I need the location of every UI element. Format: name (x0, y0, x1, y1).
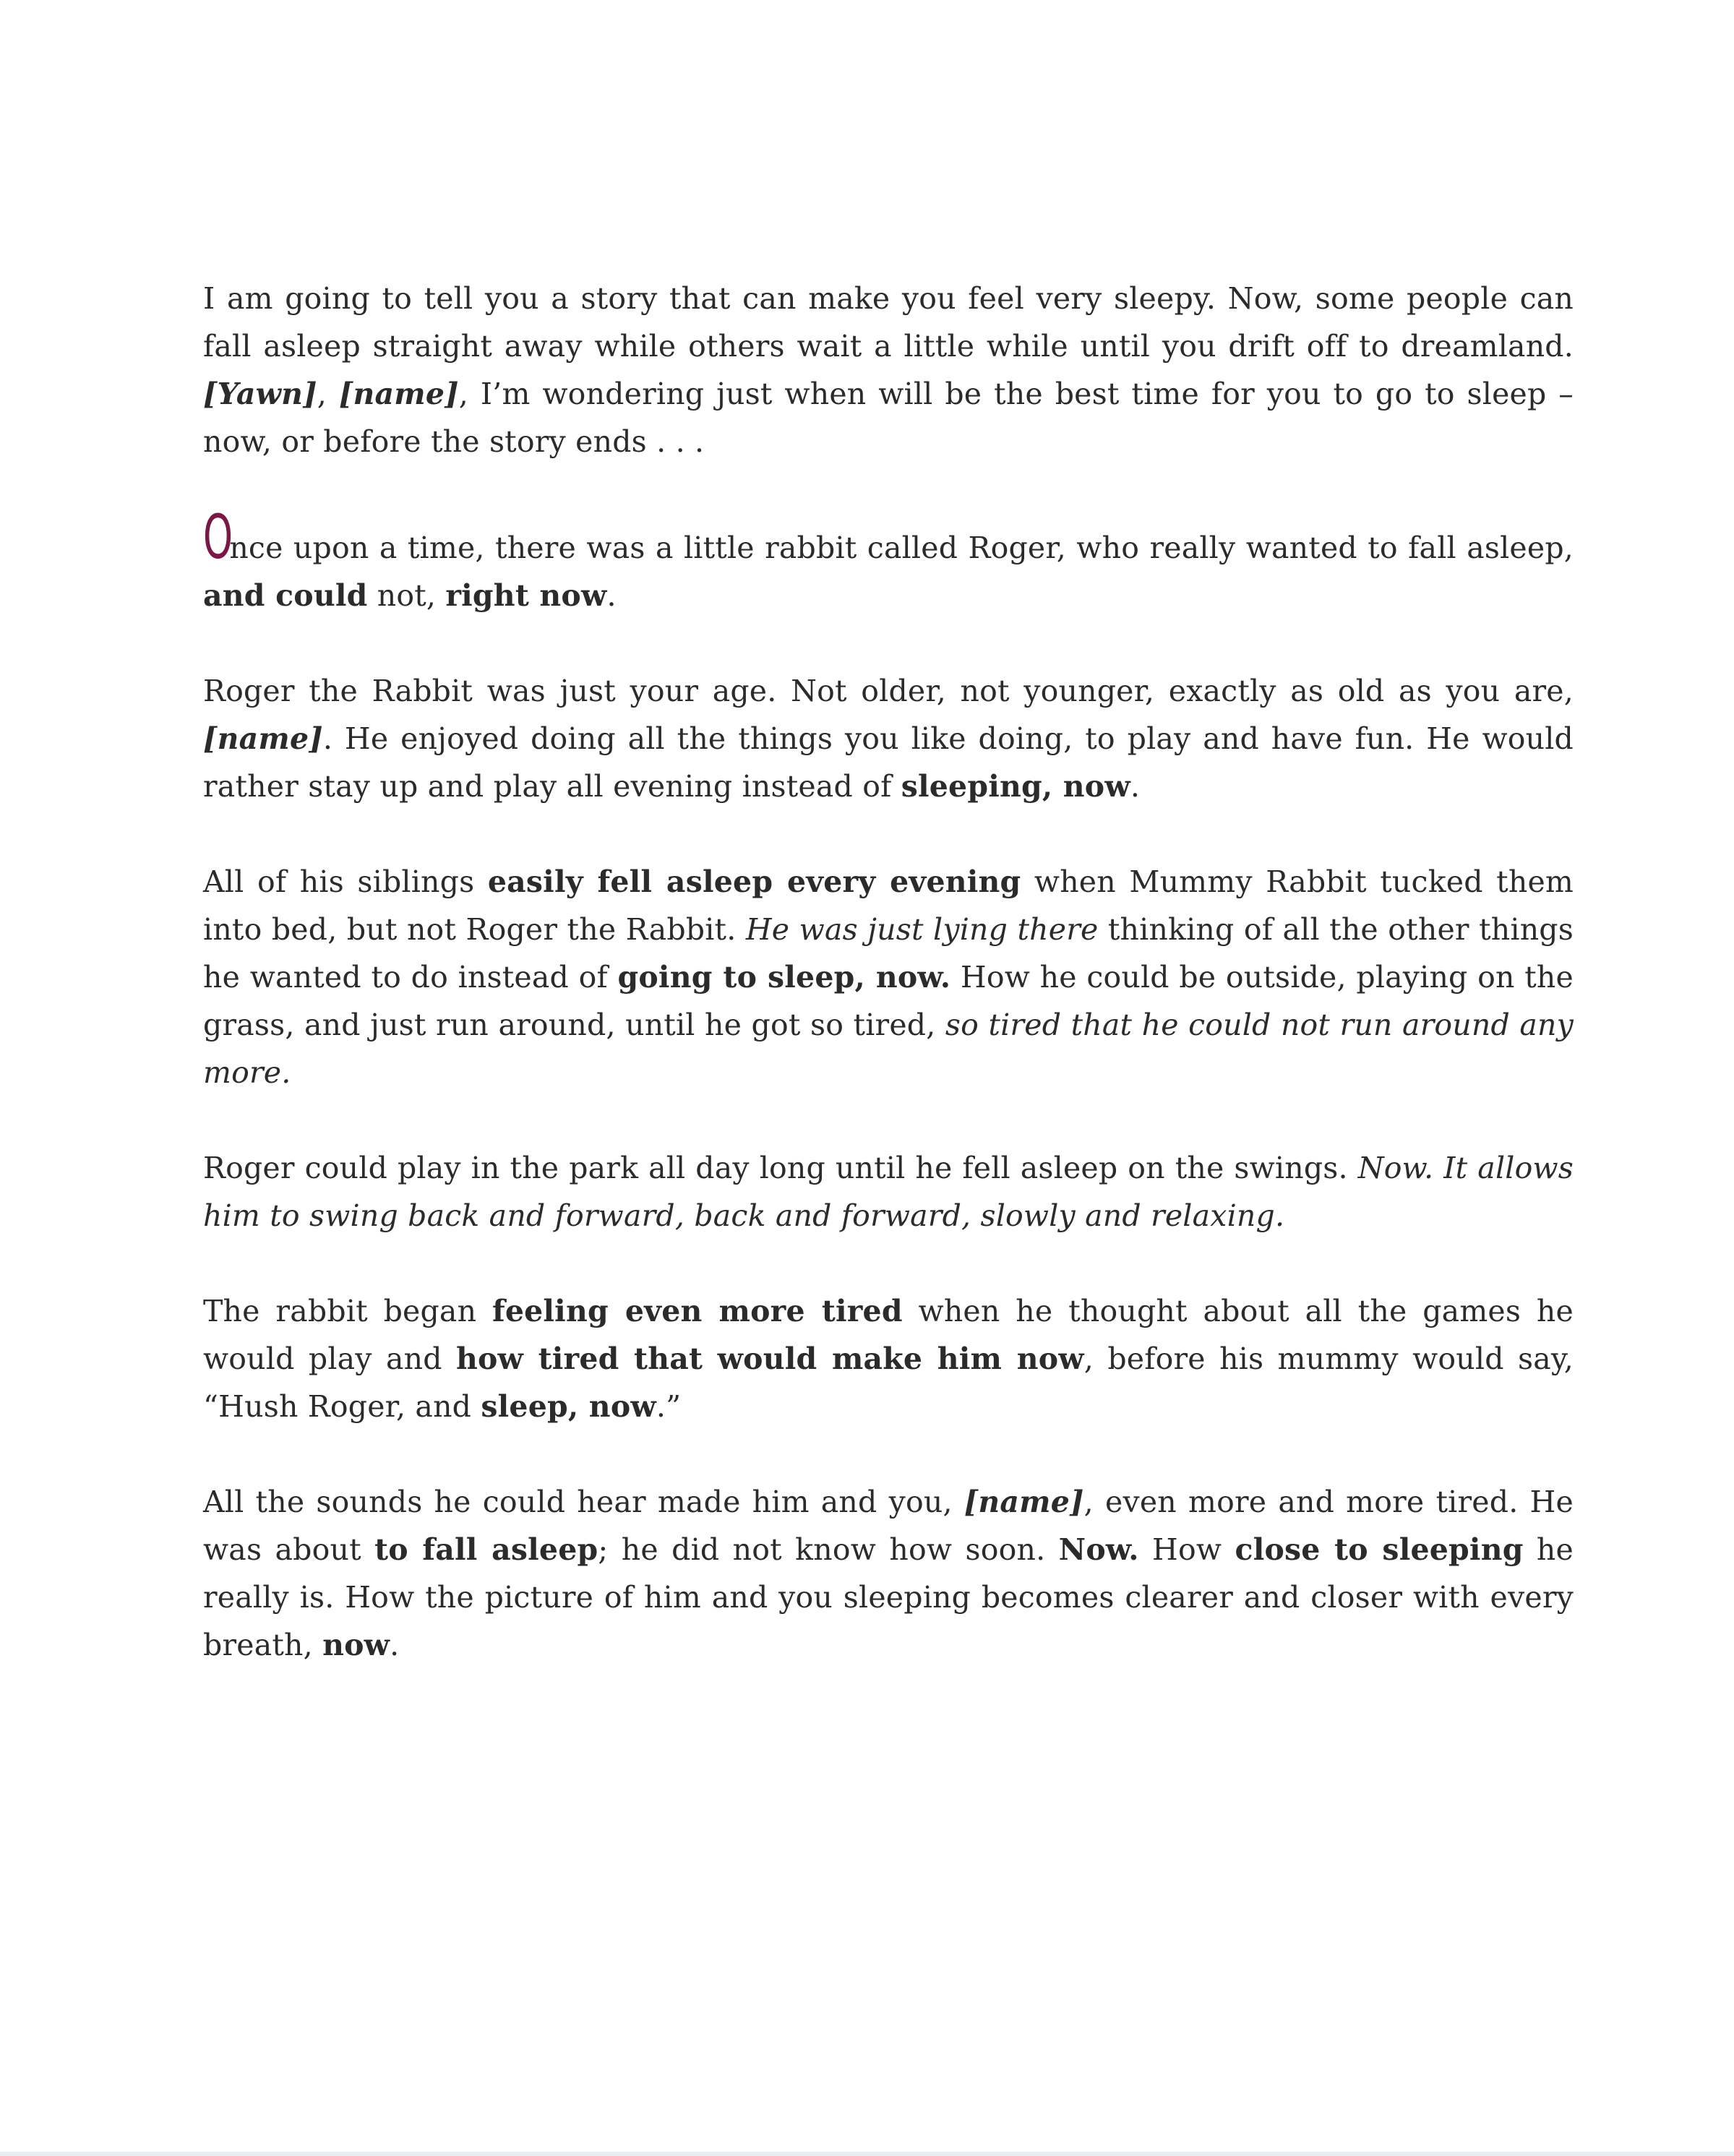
body-text: . (606, 578, 617, 613)
body-text: , before his mummy would say, “Hush Roger, and (203, 1341, 1574, 1424)
bold-italic-text: [name] (963, 1485, 1084, 1519)
bold-text: easily fell asleep every evening (487, 864, 1021, 899)
drop-cap-letter: O (203, 502, 233, 572)
page-bottom-edge (0, 2152, 1734, 2156)
bold-italic-text: [name] (338, 377, 459, 411)
story-paragraph-games (203, 1287, 1574, 1430)
bold-italic-text: [Yawn] (203, 377, 317, 411)
bold-text: how tired that would make him now (456, 1341, 1084, 1376)
bold-text: feeling even more tired (492, 1294, 903, 1328)
body-text: , even more and more tired. He was about (203, 1485, 1574, 1567)
body-text: , (317, 377, 339, 411)
body-text: Roger could play in the park all day long until he fell asleep on the swings. (203, 1151, 1358, 1185)
body-text: when Mummy Rabbit tucked them into bed, but not Roger the Rabbit. (203, 864, 1574, 947)
body-text: . (390, 1628, 400, 1662)
body-text: I am going to tell you a story that can make you feel very sleepy. Now, some people can fall asleep straight away while others wait a little while until you drift off to dreamland. (203, 281, 1574, 364)
bold-text: sleep, now (481, 1389, 656, 1424)
bold-text: right now (445, 578, 607, 613)
bold-text: and could (203, 578, 368, 613)
story-paragraph-siblings (203, 858, 1574, 1096)
body-text: How he could be outside, playing on the grass, and just run around, until he got so tired, (203, 960, 1574, 1042)
bold-text: close to sleeping (1235, 1532, 1524, 1567)
story-opening-paragraph (203, 502, 1574, 619)
body-text: Roger the Rabbit was just your age. Not older, not younger, exactly as old as you are, (203, 674, 1574, 708)
body-text: All of his siblings (203, 864, 488, 899)
body-text: nce upon a time, there was a little rabbit called Roger, who really wanted to fall asleep, (229, 531, 1574, 565)
body-text: thinking of all the other things he wanted to do instead of (203, 912, 1574, 995)
italic-text: so tired that he could not run around any more. (203, 1008, 1574, 1090)
body-text: , I’m wondering just when will be the best time for you to go to sleep – now, or before the story ends . . . (203, 377, 1574, 459)
body-text: The rabbit began (203, 1294, 492, 1328)
body-text: when he thought about all the games he would play and (203, 1294, 1574, 1376)
story-paragraph-sounds (203, 1478, 1574, 1669)
story-paragraph-park (203, 1144, 1574, 1240)
body-text: .” (656, 1389, 682, 1424)
body-text: How (1138, 1532, 1235, 1567)
intro-paragraph (203, 275, 1574, 465)
body-text: . (1130, 769, 1141, 804)
bold-text: going to sleep, now. (617, 960, 951, 995)
body-text: ; he did not know how soon. (598, 1532, 1059, 1567)
bold-text: to fall asleep (374, 1532, 598, 1567)
body-text: All the sounds he could hear made him and you, (203, 1485, 964, 1519)
body-text: . He enjoyed doing all the things you like doing, to play and have fun. He would rather stay up and play all evening instead of (203, 721, 1574, 804)
body-text: not, (367, 578, 446, 613)
bold-text: sleeping, now (901, 769, 1130, 804)
story-page (203, 275, 1574, 1669)
bold-italic-text: [name] (203, 721, 323, 756)
italic-text: Now. It allows him to swing back and forward, back and forward, slowly and relaxing. (203, 1151, 1574, 1233)
italic-text: He was just lying there (745, 912, 1099, 947)
body-text: he really is. How the picture of him and you sleeping becomes clearer and closer with every breath, (203, 1532, 1574, 1662)
bold-text: now (322, 1628, 390, 1662)
story-paragraph-age (203, 667, 1574, 810)
bold-text: Now. (1058, 1532, 1139, 1567)
